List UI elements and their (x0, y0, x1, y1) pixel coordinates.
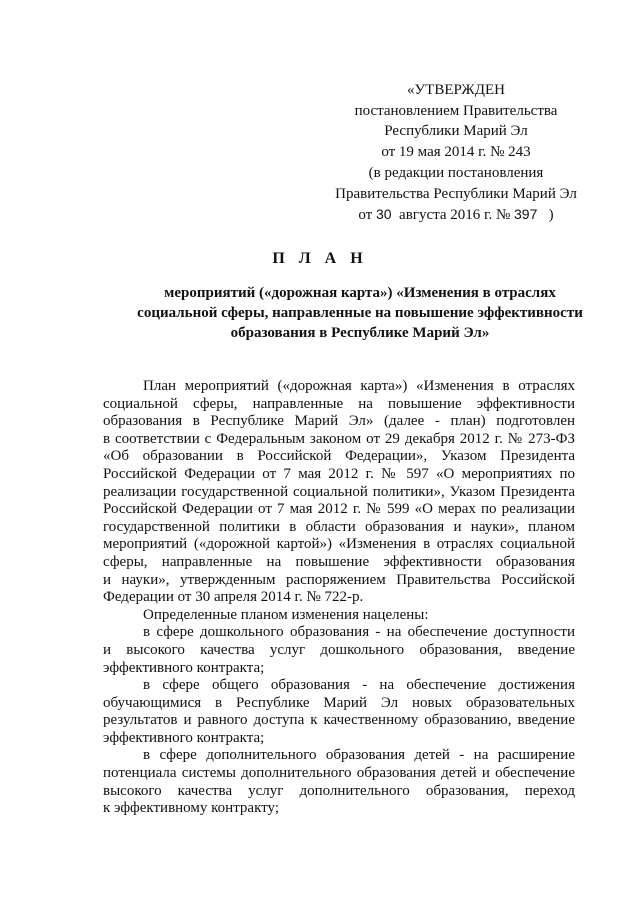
paragraph-additional (103, 747, 575, 817)
text-line: мероприятий («дорожной картой») «Изменения в отраслях социальной (103, 536, 575, 553)
text-line: в сфере общего образования - на обеспечение достижения (143, 677, 575, 694)
text-line: к эффективному контракту; (103, 800, 280, 817)
approval-number: 397 (514, 206, 538, 223)
document-title: П Л А Н (272, 250, 368, 267)
paragraph-general (103, 677, 575, 747)
document-body (103, 378, 575, 818)
text-line: эффективного контракта; (103, 659, 265, 676)
text-line: высокого качества услуг дополнительного образования, переход (103, 782, 575, 799)
subtitle-line: образования в Республике Марий Эл» (230, 325, 490, 341)
text-line: сферы, направленные на повышение эффективности образования (103, 553, 575, 570)
paragraph-targets (103, 607, 575, 625)
text-line: Российской Федерации от 7 мая 2012 г. № 597 «О мероприятиях по (103, 465, 575, 482)
approval-month-year: августа 2016 г. № (399, 207, 511, 224)
text-line: государственной политики в области образования и науки», планом (103, 518, 575, 535)
text-line: в сфере дошкольного образования - на обеспечение доступности (143, 624, 575, 641)
paragraph-intro (103, 378, 575, 607)
paragraph-preschool (103, 624, 575, 677)
text-line: эффективного контракта; (103, 729, 265, 746)
text-line: и высокого качества услуг дошкольного образования, введение (103, 641, 575, 658)
text-line: в сфере дополнительного образования детей - на расширение (143, 747, 575, 764)
subtitle-line: социальной сферы, направленные на повышение эффективности (137, 305, 583, 321)
text-line: в соответствии с Федеральным законом от 29 декабря 2012 г. № 273-ФЗ (103, 430, 575, 447)
text-line: результатов и равного доступа к качественному образованию, введение (103, 712, 575, 729)
approval-line: постановлением Правительства (354, 102, 558, 119)
approval-line: от 19 мая 2014 г. № 243 (381, 144, 531, 161)
text-line: образования в Республике Марий Эл» (далее - план) подготовлен (103, 413, 575, 430)
approval-line: Правительства Республики Марий Эл (335, 185, 577, 202)
approval-stamp (318, 80, 594, 226)
text-line: Федерации от 30 апреля 2014 г. № 722-р. (103, 589, 364, 606)
approval-suffix: ) (548, 207, 554, 224)
approval-line: (в редакции постановления (368, 164, 544, 181)
approval-last-line (318, 204, 594, 226)
text-line: социальной сферы, направленные на повышение эффективности (103, 395, 575, 412)
approval-line: «УТВЕРЖДЕН (407, 82, 505, 98)
text-line: потенциала системы дополнительного образования детей и обеспечение (103, 765, 575, 782)
approval-line: Республики Марий Эл (384, 123, 528, 140)
text-line: Определенные планом изменения нацелены: (143, 606, 429, 623)
text-line: «Об образовании в Российской Федерации», Указом Президента (103, 448, 575, 465)
document-subtitle (100, 283, 620, 343)
text-line: План мероприятий («дорожная карта») «Изменения в отраслях (143, 378, 575, 394)
approval-prefix: от (358, 207, 373, 224)
text-line: и науки», утвержденным распоряжением Правительства Российской (103, 571, 575, 588)
approval-day: 30 (375, 206, 392, 223)
text-line: Российской Федерации от 7 мая 2012 г. № 599 «О мерах по реализации (103, 501, 575, 518)
text-line: реализации государственной социальной политики», Указом Президента (103, 483, 575, 500)
text-line: обучающимися в Республике Марий Эл новых образовательных (103, 694, 575, 711)
subtitle-line: мероприятий («дорожная карта») «Изменения в отраслях (164, 285, 556, 301)
